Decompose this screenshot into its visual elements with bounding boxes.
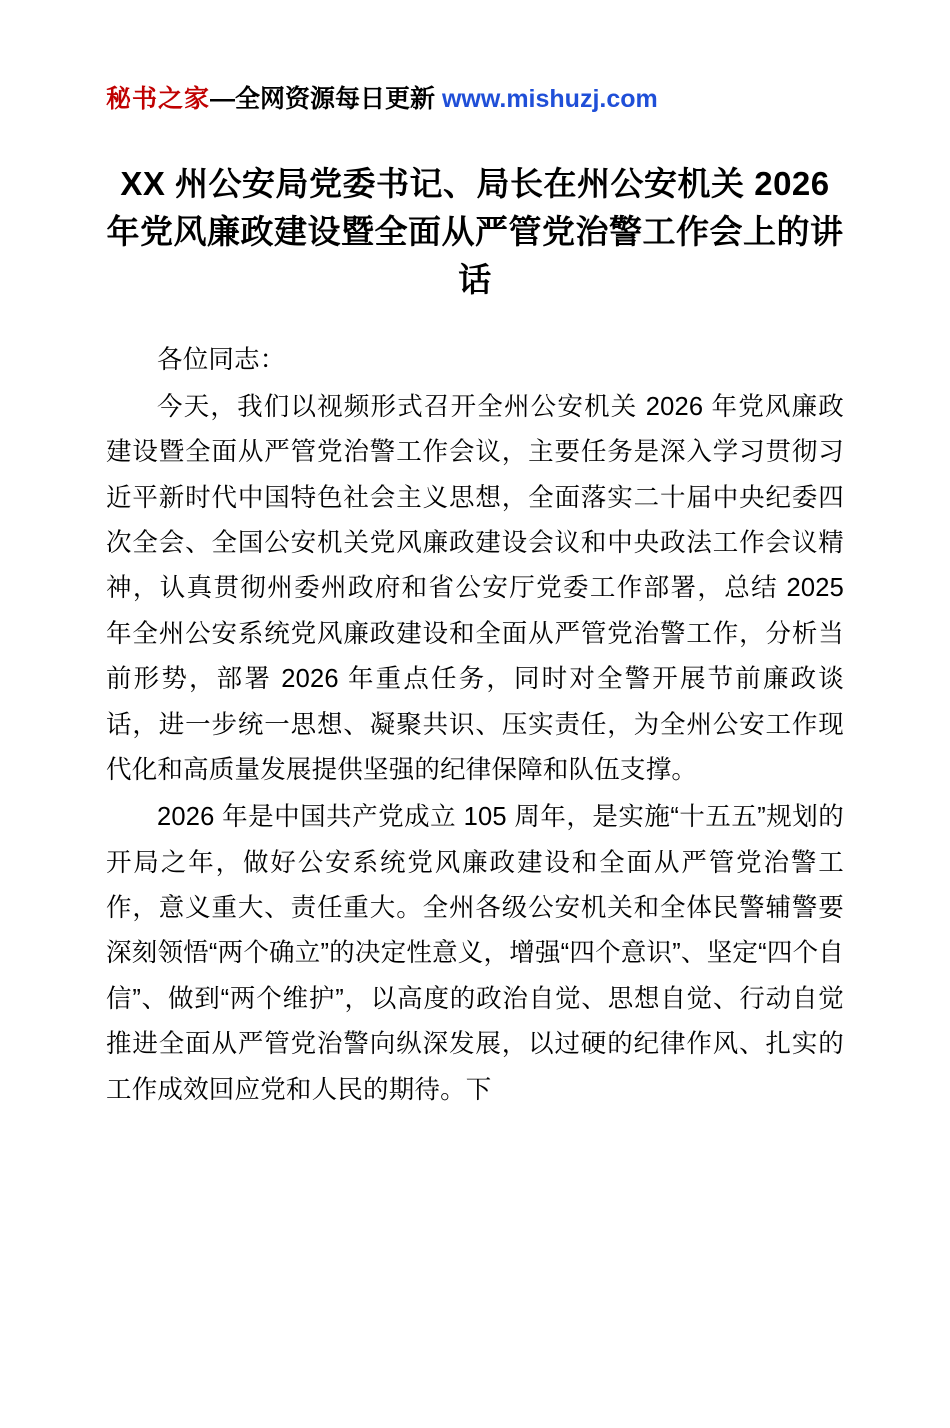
- watermark-brand: 秘书之家: [106, 85, 211, 113]
- paragraph-salutation: 各位同志：: [157, 345, 286, 374]
- paragraph-2: 2026 年是中国共产党成立 105 周年，是实施“十五五”规划的开局之年，做好公安系统党风廉政建设和全面从严管党治警工作，意义重大、责任重大。全州各级公安机关和全体民警辅警要深刻领悟“两个确立”的决定性意义，增强“四个意识”、坚定“四个自信”、做到“两个维护”，以高度的政治自觉、思想自觉、行动自觉推进全面从严管党治警向纵深发展，以过硬的纪律作风、扎实的工作成效回应党和人民的期待。下: [106, 803, 844, 1104]
- document-page: [0, 84, 950, 1428]
- page-title: XX 州公安局党委书记、局长在州公安机关 2026 年党风廉政建设暨全面从严管党治警工作会上的讲话: [106, 165, 844, 298]
- document-body: [106, 338, 844, 1113]
- watermark-url[interactable]: www.mishuzj.com: [441, 85, 658, 113]
- watermark-separator: —全网资源每日更新: [210, 85, 442, 113]
- paragraph-1: 今天，我们以视频形式召开全州公安机关 2026 年党风廉政建设暨全面从严管党治警工作会议，主要任务是深入学习贯彻习近平新时代中国特色社会主义思想，全面落实二十届中央纪委四次全会、全国公安机关党风廉政建设会议和中央政法工作会议精神，认真贯彻州委州政府和省公安厅党委工作部署，总结 2025 年全州公安系统党风廉政建设和全面从严管党治警工作，分析当前形势，部署 2026 年重点任务，同时对全警开展节前廉政谈话，进一步统一思想、凝聚共识、压实责任，为全州公安工作现代化和高质量发展提供坚强的纪律保障和队伍支撑。: [106, 392, 844, 784]
- watermark-banner: [106, 84, 844, 114]
